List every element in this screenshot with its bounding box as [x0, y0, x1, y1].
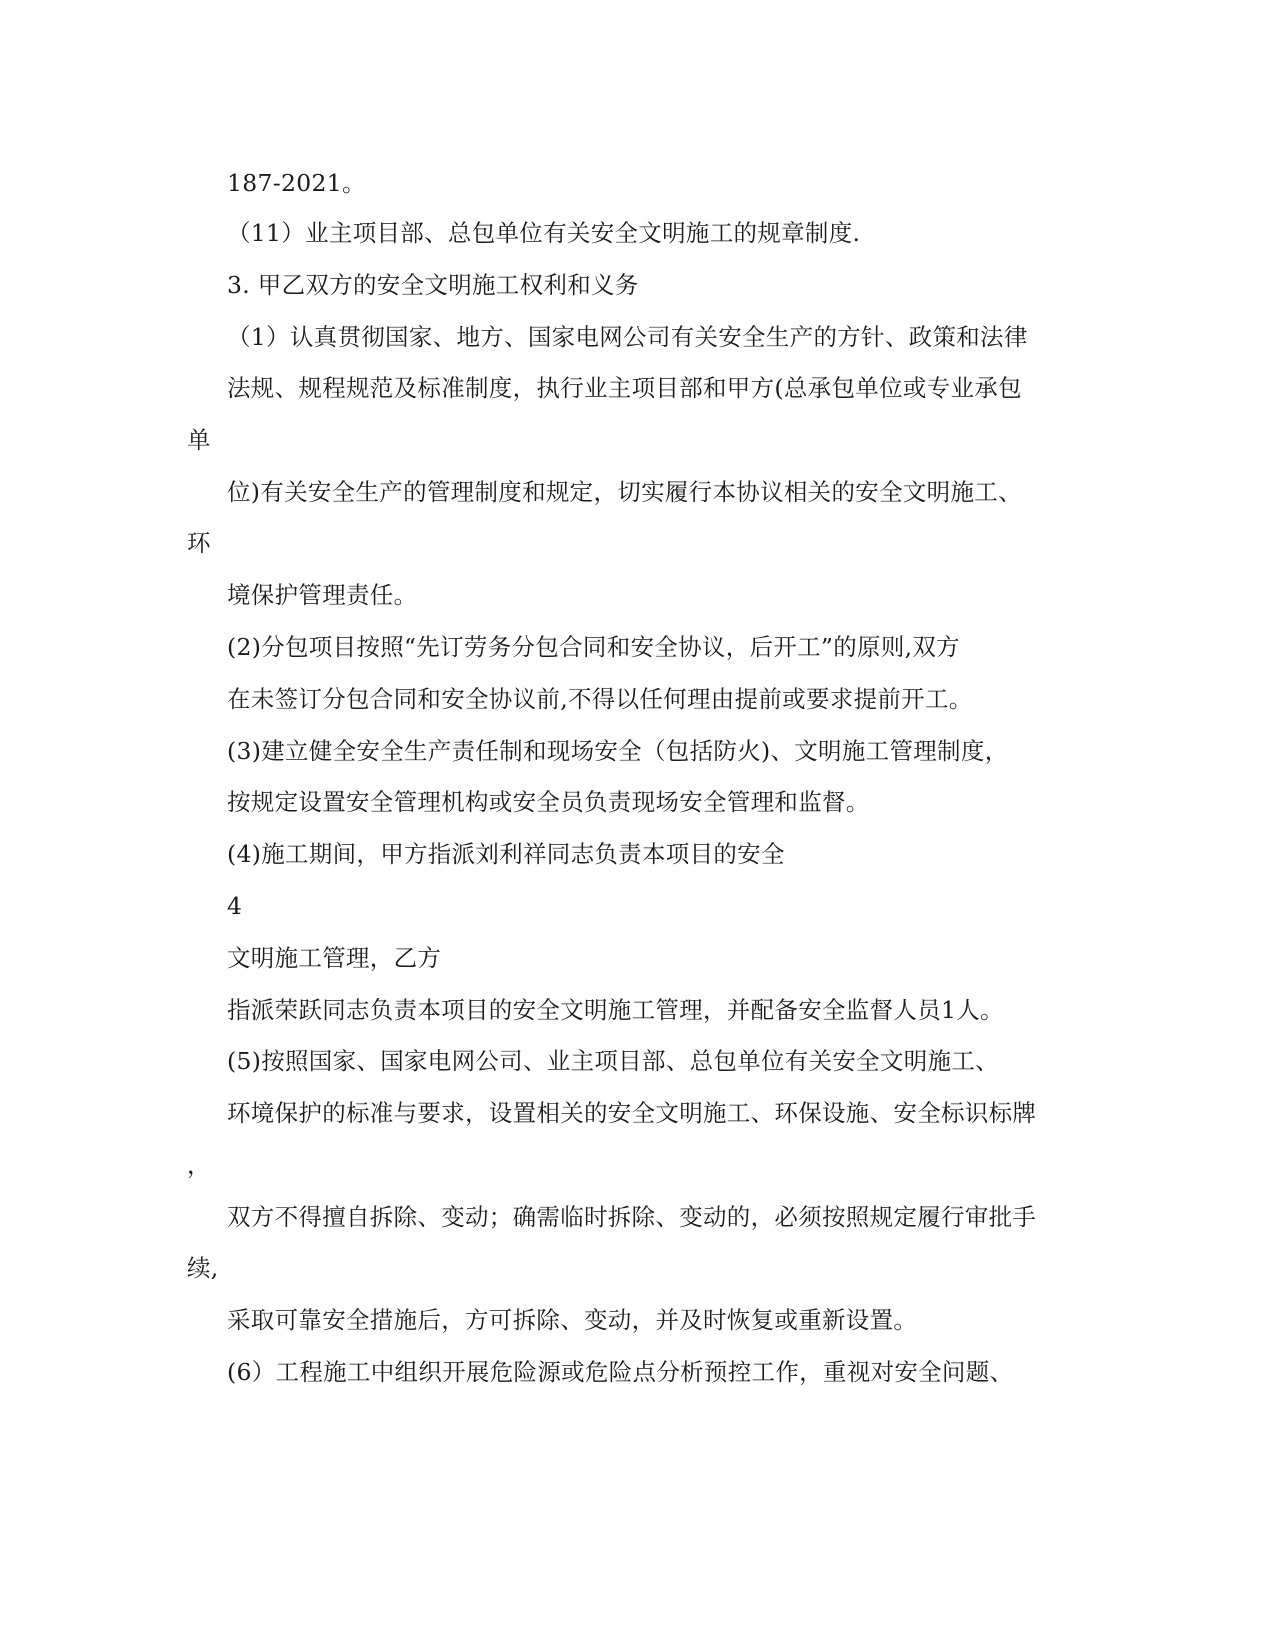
text-line: ，	[187, 1151, 211, 1179]
text-line: 按规定设置安全管理机构或安全员负责现场安全管理和监督。	[227, 788, 870, 816]
text-line: 单	[187, 426, 211, 454]
text-line: 采取可靠安全措施后，方可拆除、变动，并及时恢复或重新设置。	[227, 1306, 918, 1334]
text-line: (4)施工期间，甲方指派刘利祥同志负责本项目的安全	[227, 840, 785, 868]
page-number: 4	[227, 892, 243, 920]
text-line: 位)有关安全生产的管理制度和规定，切实履行本协议相关的安全文明施工、	[227, 478, 1022, 506]
text-line: 文明施工管理，乙方	[227, 944, 442, 972]
text-line: 续,	[187, 1254, 219, 1282]
text-line: （1）认真贯彻国家、地方、国家电网公司有关安全生产的方针、政策和法律	[227, 323, 1028, 351]
text-line: 环	[187, 529, 211, 557]
text-line: 境保护管理责任。	[227, 581, 418, 609]
text-line: 指派荣跃同志负责本项目的安全文明施工管理，并配备安全监督人员1人。	[227, 996, 1004, 1024]
text-line: 在未签订分包合同和安全协议前,不得以任何理由提前或要求提前开工。	[227, 685, 973, 713]
text-line: (2)分包项目按照“先订劳务分包合同和安全协议，后开工”的原则,双方	[227, 633, 960, 661]
section-heading: 3. 甲乙双方的安全文明施工权利和义务	[227, 271, 639, 299]
text-line: (6）工程施工中组织开展危险源或危险点分析预控工作，重视对安全问题、	[227, 1358, 1014, 1386]
text-line: (3)建立健全安全生产责任制和现场安全（包括防火)、文明施工管理制度，	[227, 737, 1009, 765]
text-line: (5)按照国家、国家电网公司、业主项目部、总包单位有关安全文明施工、	[227, 1047, 999, 1075]
text-line: 环境保护的标准与要求，设置相关的安全文明施工、环保设施、安全标识标牌	[227, 1099, 1037, 1127]
text-line: 法规、规程规范及标准制度，执行业主项目部和甲方(总承包单位或专业承包	[227, 374, 1022, 402]
text-line: （11）业主项目部、总包单位有关安全文明施工的规章制度.	[227, 219, 861, 247]
text-line: 双方不得擅自拆除、变动；确需临时拆除、变动的，必须按照规定履行审批手	[227, 1203, 1037, 1231]
text-line: 187-2021。	[227, 169, 366, 197]
